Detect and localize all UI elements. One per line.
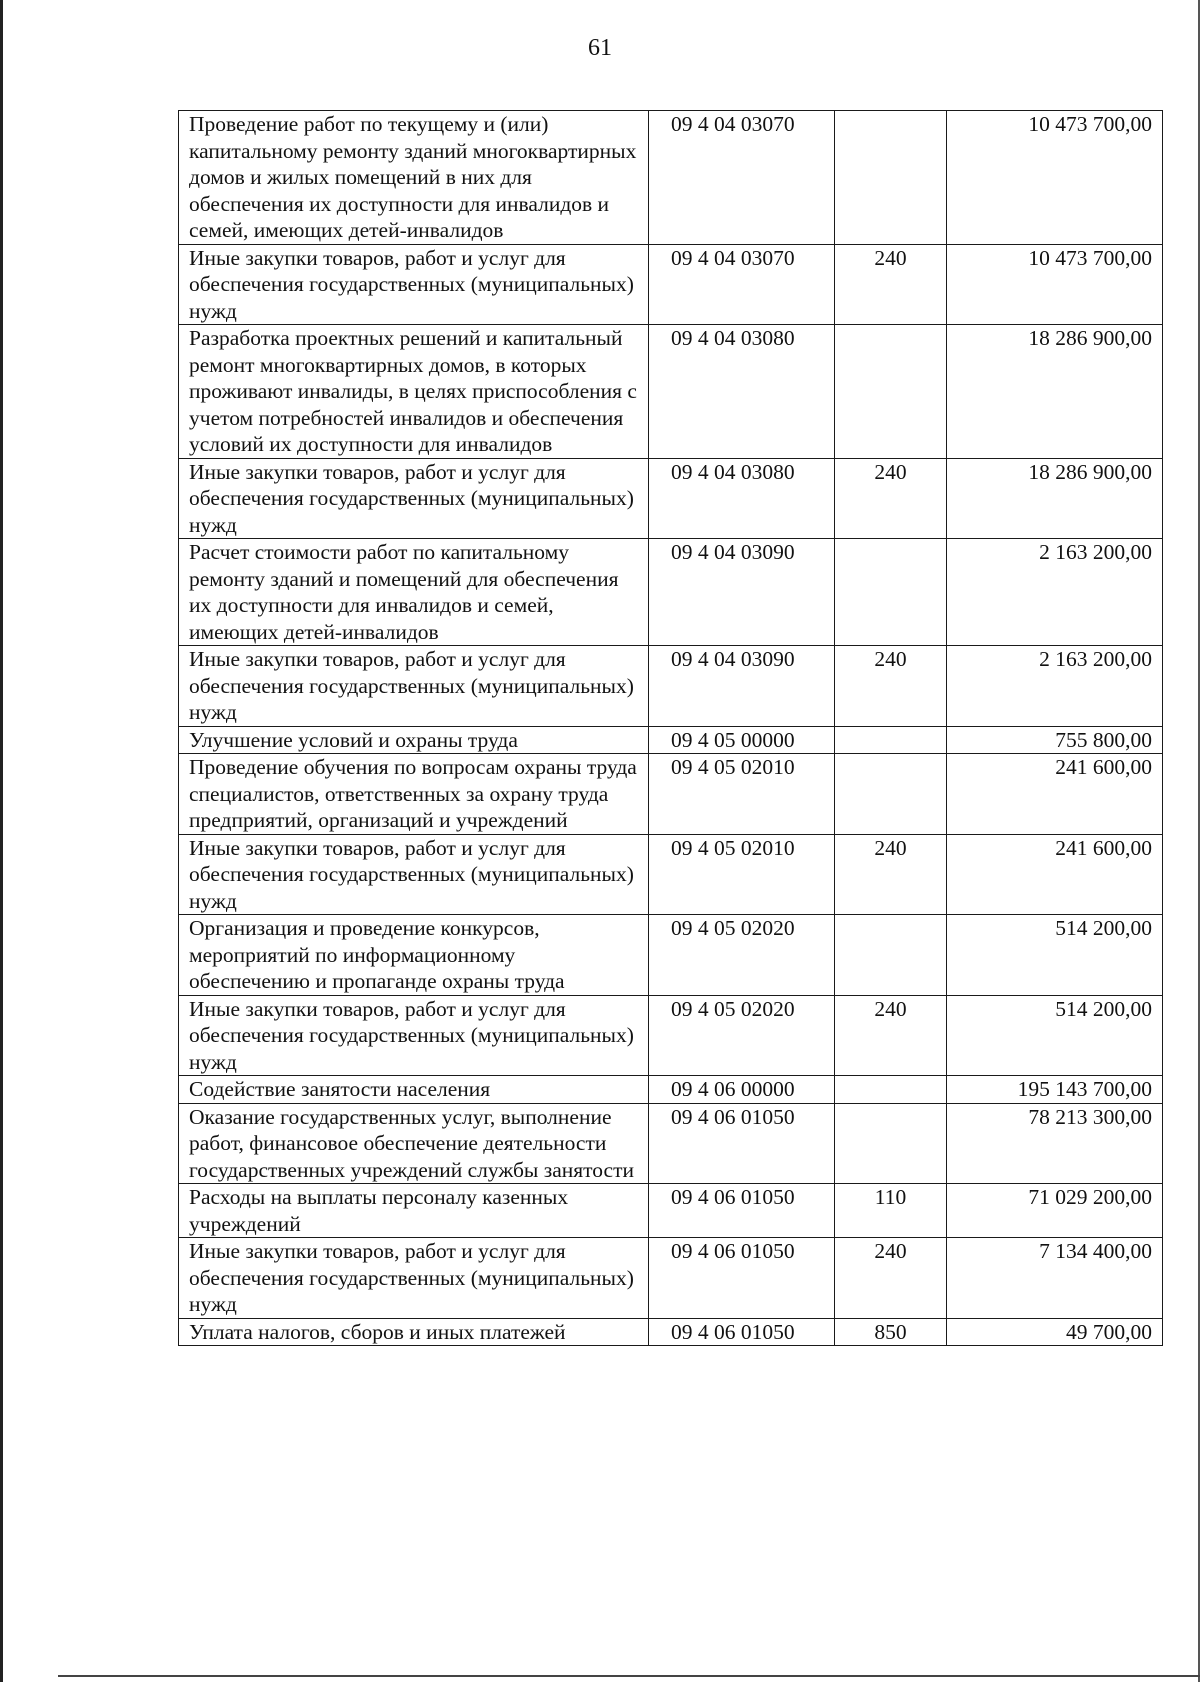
target-code-cell: 09 4 04 03070 <box>649 111 835 245</box>
expense-name-cell: Иные закупки товаров, работ и услуг для обеспечения государственных (муниципальных) нужд <box>179 646 649 727</box>
expense-name-cell: Организация и проведение конкурсов, мероприятий по информационному обеспечению и пропаганде охраны труда <box>179 915 649 996</box>
budget-table <box>178 110 1163 1346</box>
amount-cell: 18 286 900,00 <box>947 458 1163 539</box>
expense-name-cell: Иные закупки товаров, работ и услуг для обеспечения государственных (муниципальных) нужд <box>179 1238 649 1319</box>
table-row <box>179 325 1163 459</box>
expense-type-cell: 240 <box>835 1238 947 1319</box>
target-code-cell: 09 4 04 03070 <box>649 244 835 325</box>
target-code-cell: 09 4 04 03080 <box>649 325 835 459</box>
table-row <box>179 1076 1163 1104</box>
expense-type-cell: 240 <box>835 244 947 325</box>
expense-type-cell <box>835 1103 947 1184</box>
table-body <box>179 111 1163 1346</box>
amount-cell: 2 163 200,00 <box>947 646 1163 727</box>
expense-name-cell: Разработка проектных решений и капитальный ремонт многоквартирных домов, в которых проживают инвалиды, в целях приспособления с учетом потребностей инвалидов и обеспечения условий их доступности для инвалидов <box>179 325 649 459</box>
table-row <box>179 1318 1163 1346</box>
expense-type-cell <box>835 726 947 754</box>
scan-edge-bottom <box>58 1675 1200 1677</box>
amount-cell: 18 286 900,00 <box>947 325 1163 459</box>
expense-type-cell <box>835 325 947 459</box>
expense-name-cell: Уплата налогов, сборов и иных платежей <box>179 1318 649 1346</box>
amount-cell: 71 029 200,00 <box>947 1184 1163 1238</box>
target-code-cell: 09 4 04 03090 <box>649 646 835 727</box>
expense-name-cell: Содействие занятости населения <box>179 1076 649 1104</box>
page-number: 61 <box>588 35 612 61</box>
expense-type-cell <box>835 539 947 646</box>
expense-type-cell: 110 <box>835 1184 947 1238</box>
expense-type-cell <box>835 1076 947 1104</box>
target-code-cell: 09 4 04 03080 <box>649 458 835 539</box>
target-code-cell: 09 4 06 01050 <box>649 1238 835 1319</box>
table-row <box>179 1184 1163 1238</box>
amount-cell: 78 213 300,00 <box>947 1103 1163 1184</box>
target-code-cell: 09 4 06 00000 <box>649 1076 835 1104</box>
amount-cell: 10 473 700,00 <box>947 111 1163 245</box>
table-row <box>179 646 1163 727</box>
amount-cell: 195 143 700,00 <box>947 1076 1163 1104</box>
table-row <box>179 726 1163 754</box>
expense-name-cell: Проведение обучения по вопросам охраны труда специалистов, ответственных за охрану труда предприятий, организаций и учреждений <box>179 754 649 835</box>
target-code-cell: 09 4 04 03090 <box>649 539 835 646</box>
table-row <box>179 995 1163 1076</box>
amount-cell: 514 200,00 <box>947 995 1163 1076</box>
target-code-cell: 09 4 05 02020 <box>649 915 835 996</box>
table-row <box>179 1238 1163 1319</box>
table-row <box>179 915 1163 996</box>
expense-name-cell: Расходы на выплаты персоналу казенных учреждений <box>179 1184 649 1238</box>
expense-name-cell: Оказание государственных услуг, выполнение работ, финансовое обеспечение деятельности государственных учреждений службы занятости <box>179 1103 649 1184</box>
target-code-cell: 09 4 06 01050 <box>649 1103 835 1184</box>
amount-cell: 514 200,00 <box>947 915 1163 996</box>
expense-name-cell: Проведение работ по текущему и (или) капитальному ремонту зданий многоквартирных домов и жилых помещений в них для обеспечения их доступности для инвалидов и семей, имеющих детей-инвалидов <box>179 111 649 245</box>
target-code-cell: 09 4 05 02010 <box>649 834 835 915</box>
amount-cell: 7 134 400,00 <box>947 1238 1163 1319</box>
expense-name-cell: Иные закупки товаров, работ и услуг для обеспечения государственных (муниципальных) нужд <box>179 458 649 539</box>
target-code-cell: 09 4 05 02020 <box>649 995 835 1076</box>
table-row <box>179 458 1163 539</box>
table-row <box>179 1103 1163 1184</box>
scan-edge-left <box>0 0 3 1682</box>
amount-cell: 2 163 200,00 <box>947 539 1163 646</box>
amount-cell: 10 473 700,00 <box>947 244 1163 325</box>
expense-type-cell: 240 <box>835 646 947 727</box>
table-row <box>179 834 1163 915</box>
expense-type-cell: 240 <box>835 834 947 915</box>
amount-cell: 241 600,00 <box>947 754 1163 835</box>
expense-name-cell: Улучшение условий и охраны труда <box>179 726 649 754</box>
expense-type-cell <box>835 754 947 835</box>
target-code-cell: 09 4 06 01050 <box>649 1184 835 1238</box>
target-code-cell: 09 4 05 02010 <box>649 754 835 835</box>
amount-cell: 755 800,00 <box>947 726 1163 754</box>
expense-name-cell: Иные закупки товаров, работ и услуг для обеспечения государственных (муниципальных) нужд <box>179 995 649 1076</box>
target-code-cell: 09 4 05 00000 <box>649 726 835 754</box>
target-code-cell: 09 4 06 01050 <box>649 1318 835 1346</box>
table-row <box>179 244 1163 325</box>
expense-type-cell <box>835 111 947 245</box>
expense-type-cell: 240 <box>835 458 947 539</box>
expense-type-cell: 240 <box>835 995 947 1076</box>
table-row <box>179 539 1163 646</box>
amount-cell: 241 600,00 <box>947 834 1163 915</box>
table-row <box>179 754 1163 835</box>
expense-name-cell: Иные закупки товаров, работ и услуг для обеспечения государственных (муниципальных) нужд <box>179 834 649 915</box>
table-row <box>179 111 1163 245</box>
expense-type-cell: 850 <box>835 1318 947 1346</box>
expense-name-cell: Расчет стоимости работ по капитальному ремонту зданий и помещений для обеспечения их доступности для инвалидов и семей, имеющих детей-инвалидов <box>179 539 649 646</box>
expense-name-cell: Иные закупки товаров, работ и услуг для обеспечения государственных (муниципальных) нужд <box>179 244 649 325</box>
amount-cell: 49 700,00 <box>947 1318 1163 1346</box>
expense-type-cell <box>835 915 947 996</box>
